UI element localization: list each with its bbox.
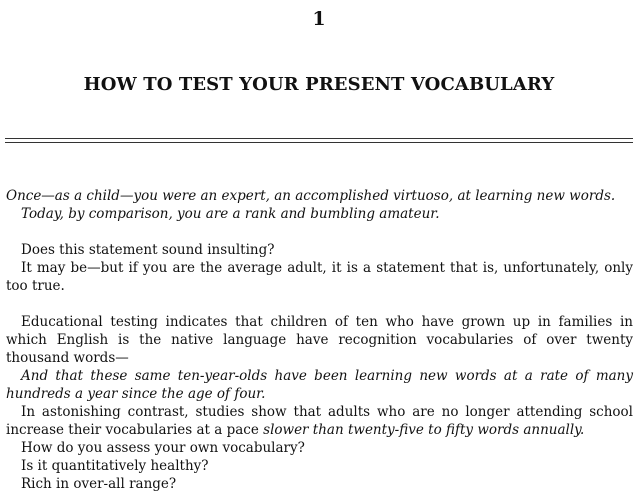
paragraph-text: In astonishing contrast, studies show that adults who are no longer attending school increase their vocabularies at a pace (6, 404, 633, 438)
emphasis-text: slower than twenty-five to fifty words annually. (263, 422, 585, 438)
paragraph: Does this statement sound insulting? (21, 242, 275, 258)
chapter-title: HOW TO TEST YOUR PRESENT VOCABULARY (83, 74, 555, 95)
paragraph: And that these same ten-year-olds have been learning new words at a rate of many hundreds a year since the age of four. (6, 368, 633, 402)
paragraph: Educational testing indicates that children of ten who have grown up in families in which English is the native language have recognition vocabularies of over twenty thousand words— (6, 314, 633, 366)
paragraph: How do you assess your own vocabulary? (21, 440, 305, 456)
title-divider (5, 138, 633, 143)
chapter-number: 1 (312, 8, 326, 30)
paragraph: Rich in over-all range? (21, 476, 177, 492)
paragraph: Is it quantitatively healthy? (21, 458, 209, 474)
paragraph: It may be—but if you are the average adult, it is a statement that is, unfortunately, only too true. (6, 260, 633, 294)
paragraph (6, 403, 633, 439)
paragraph: Once—as a child—you were an expert, an accomplished virtuoso, at learning new words. (6, 188, 616, 204)
chapter-body (6, 187, 633, 493)
paragraph: Today, by comparison, you are a rank and bumbling amateur. (21, 206, 440, 222)
